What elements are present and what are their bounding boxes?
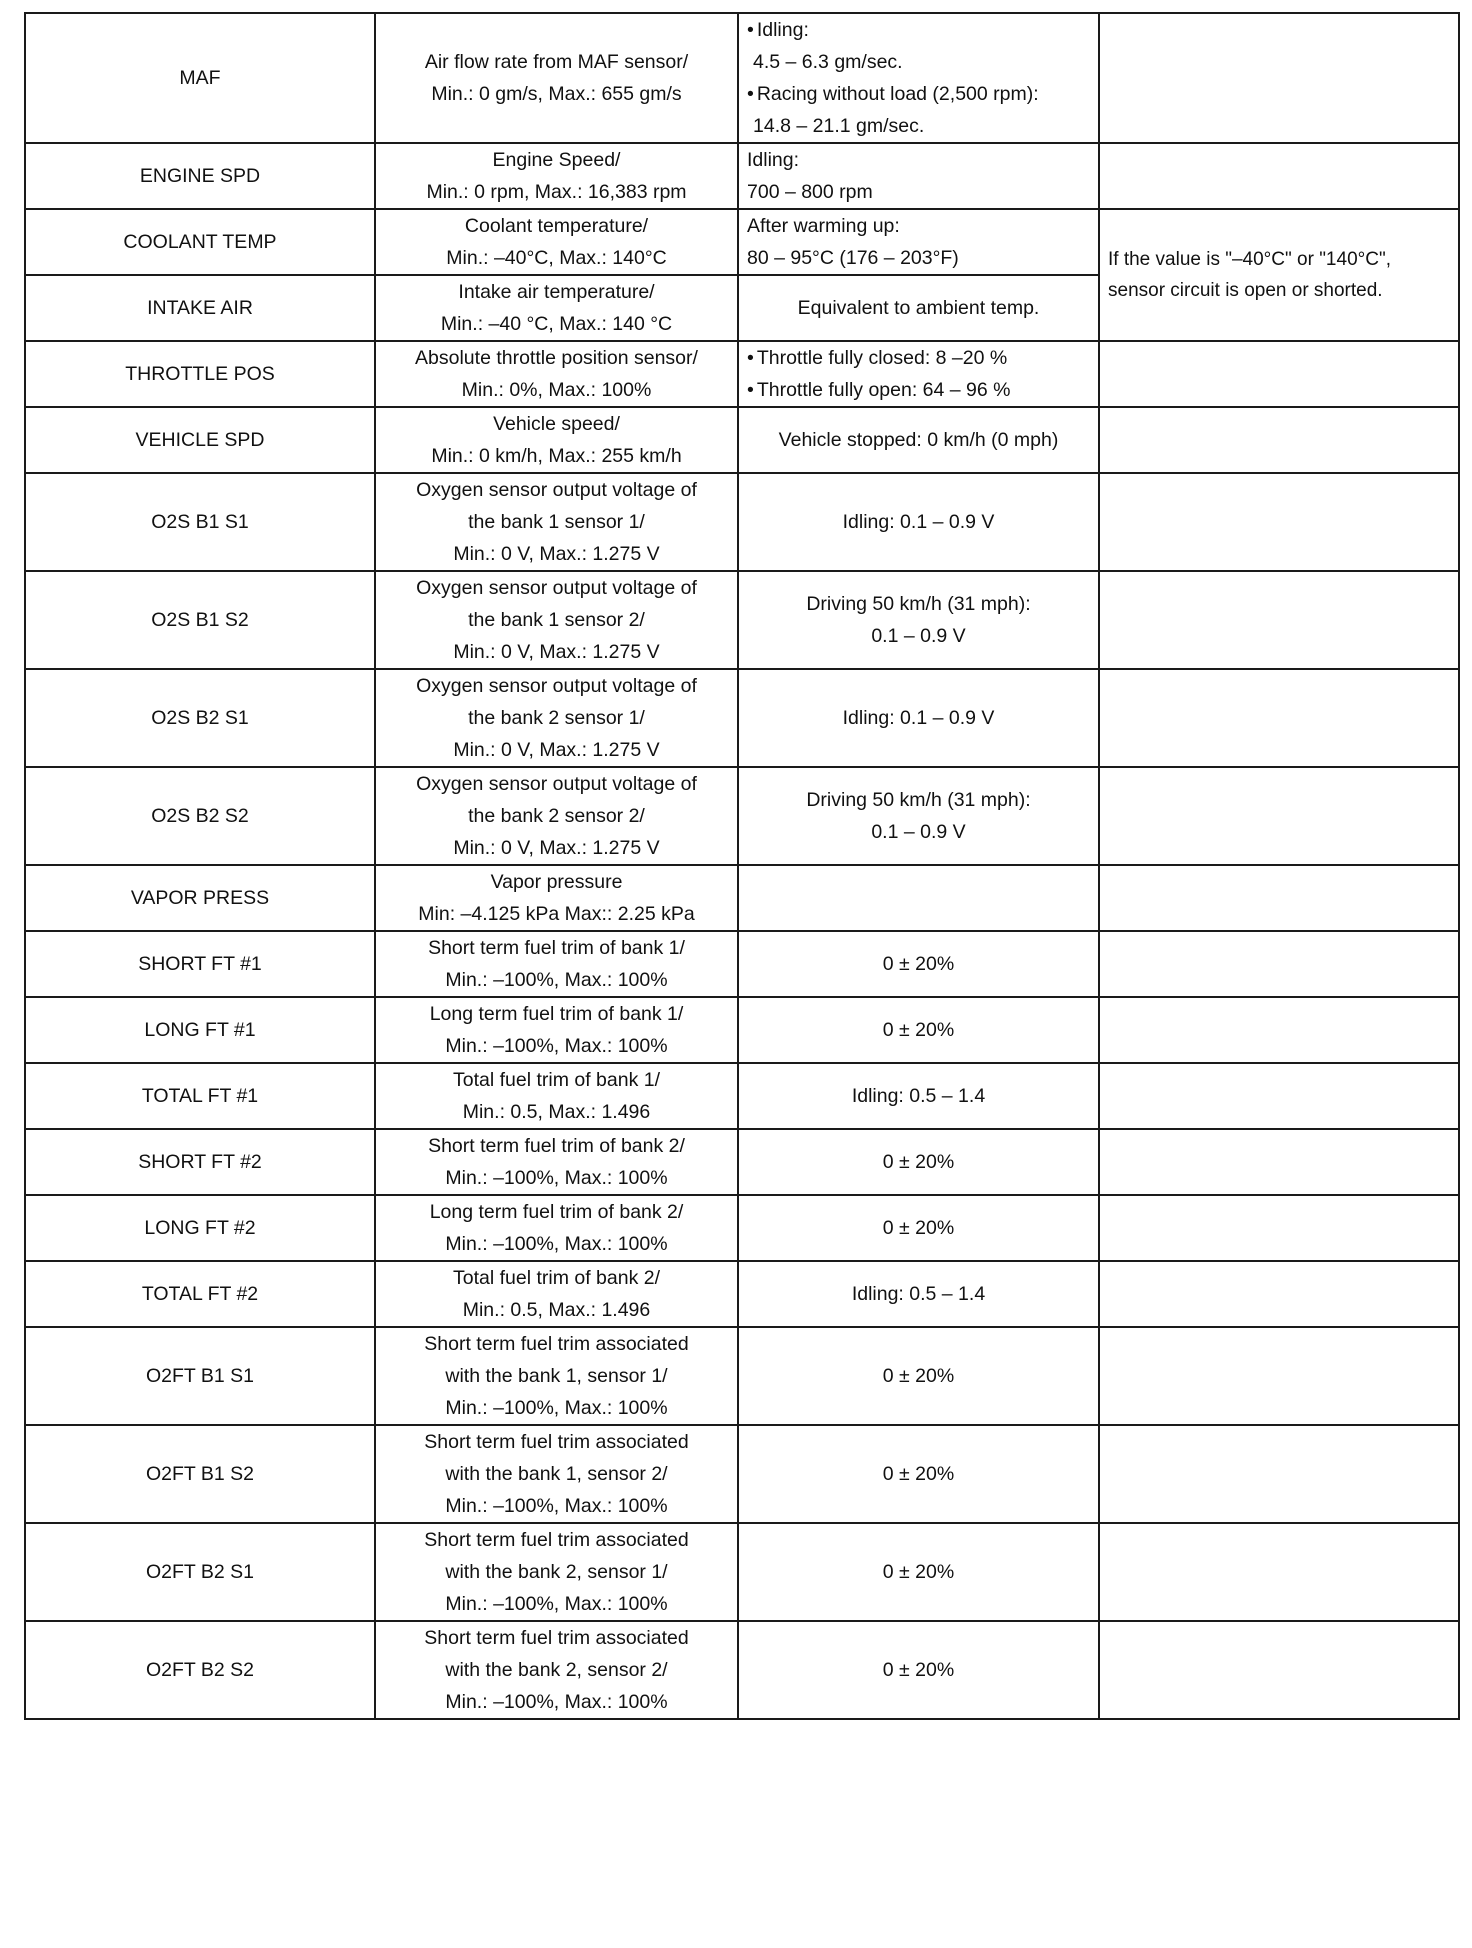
text-line: Vehicle stopped: 0 km/h (0 mph) xyxy=(778,429,1059,451)
text-line: Engine Speed/ xyxy=(492,149,621,171)
text-line: Short term fuel trim associated xyxy=(424,1529,689,1551)
text-line: Vapor pressure xyxy=(490,871,623,893)
table-row xyxy=(25,473,1459,571)
reference-value xyxy=(738,1261,1099,1327)
text-line: Min.: –100%, Max.: 100% xyxy=(445,1397,668,1419)
monitor-item-description xyxy=(375,143,738,209)
text-line: 80 – 95°C (176 – 203°F) xyxy=(747,247,959,269)
monitor-item-description xyxy=(375,1621,738,1719)
text-line: Short term fuel trim of bank 2/ xyxy=(428,1135,685,1157)
monitor-item-name: TOTAL FT #2 xyxy=(25,1261,375,1327)
note-cell xyxy=(1099,1327,1459,1425)
monitor-item-name: SHORT FT #1 xyxy=(25,931,375,997)
monitor-item-description xyxy=(375,275,738,341)
monitor-item-name: VEHICLE SPD xyxy=(25,407,375,473)
reference-value xyxy=(738,209,1099,275)
text-line: Air flow rate from MAF sensor/ xyxy=(424,51,689,73)
monitor-item-description xyxy=(375,209,738,275)
text-line: Short term fuel trim associated xyxy=(424,1333,689,1355)
text-line: sensor circuit is open or shorted. xyxy=(1108,280,1383,301)
reference-value xyxy=(738,997,1099,1063)
monitor-item-description xyxy=(375,767,738,865)
text-line: Min.: 0 V, Max.: 1.275 V xyxy=(453,543,660,565)
text-line: Coolant temperature/ xyxy=(464,215,649,237)
monitor-item-name: ENGINE SPD xyxy=(25,143,375,209)
text-line: Intake air temperature/ xyxy=(458,281,655,303)
text-line: Min.: –100%, Max.: 100% xyxy=(445,1495,668,1517)
text-line: Short term fuel trim associated xyxy=(424,1431,689,1453)
table-row xyxy=(25,1261,1459,1327)
table-row xyxy=(25,997,1459,1063)
note-cell xyxy=(1099,1261,1459,1327)
table-row xyxy=(25,1063,1459,1129)
note-cell xyxy=(1099,1195,1459,1261)
note-cell xyxy=(1099,931,1459,997)
reference-value xyxy=(738,13,1099,143)
sensor-data-sheet xyxy=(24,12,1458,1720)
text-line: Min.: 0 V, Max.: 1.275 V xyxy=(453,739,660,761)
note-cell xyxy=(1099,865,1459,931)
text-line: Min.: 0.5, Max.: 1.496 xyxy=(462,1101,651,1123)
monitor-item-name: VAPOR PRESS xyxy=(25,865,375,931)
monitor-item-description xyxy=(375,669,738,767)
text-line: 0 ± 20% xyxy=(882,1365,955,1387)
text-line: Oxygen sensor output voltage of xyxy=(416,479,697,501)
text-line: Min.: 0 V, Max.: 1.275 V xyxy=(453,641,660,663)
monitor-item-description xyxy=(375,1425,738,1523)
text-line: Oxygen sensor output voltage of xyxy=(416,773,697,795)
text-line: Total fuel trim of bank 1/ xyxy=(452,1069,661,1091)
text-line: Min.: 0 gm/s, Max.: 655 gm/s xyxy=(431,83,682,105)
monitor-item-name: O2S B2 S2 xyxy=(25,767,375,865)
text-line: • Throttle fully closed: 8 –20 % xyxy=(747,342,1090,374)
text-line: Driving 50 km/h (31 mph): xyxy=(806,593,1031,615)
reference-value xyxy=(738,143,1099,209)
text-line: Min.: 0%, Max.: 100% xyxy=(461,379,652,401)
table-row xyxy=(25,1195,1459,1261)
text-line: Vehicle speed/ xyxy=(493,413,620,435)
monitor-item-name: O2FT B2 S2 xyxy=(25,1621,375,1719)
text-line: Min.: –100%, Max.: 100% xyxy=(445,1233,668,1255)
text-line: 700 – 800 rpm xyxy=(747,181,873,203)
reference-value xyxy=(738,1621,1099,1719)
monitor-item-name: LONG FT #2 xyxy=(25,1195,375,1261)
table-row xyxy=(25,1425,1459,1523)
table-row xyxy=(25,143,1459,209)
text-line: • Throttle fully open: 64 – 96 % xyxy=(747,374,1090,406)
reference-value xyxy=(738,1425,1099,1523)
table-row xyxy=(25,767,1459,865)
text-line: • Racing without load (2,500 rpm): xyxy=(747,78,1090,110)
text-line: Oxygen sensor output voltage of xyxy=(416,577,697,599)
table-row xyxy=(25,1621,1459,1719)
text-line: 0 ± 20% xyxy=(882,1019,955,1041)
text-line: • Idling: xyxy=(747,14,1090,46)
table-row xyxy=(25,1327,1459,1425)
monitor-item-description xyxy=(375,571,738,669)
table-row xyxy=(25,669,1459,767)
monitor-item-name: O2S B2 S1 xyxy=(25,669,375,767)
table-row xyxy=(25,1523,1459,1621)
text-line: Min.: –100%, Max.: 100% xyxy=(445,969,668,991)
text-line: Min.: 0 km/h, Max.: 255 km/h xyxy=(431,445,682,467)
text-line: 0 ± 20% xyxy=(882,1217,955,1239)
text-line: Long term fuel trim of bank 1/ xyxy=(429,1003,684,1025)
monitor-item-description xyxy=(375,13,738,143)
reference-value xyxy=(738,407,1099,473)
note-cell xyxy=(1099,1129,1459,1195)
note-cell xyxy=(1099,767,1459,865)
text-line: Min.: –100%, Max.: 100% xyxy=(445,1167,668,1189)
monitor-item-name: MAF xyxy=(25,13,375,143)
text-line: Min.: –100%, Max.: 100% xyxy=(445,1691,668,1713)
text-line: 0 ± 20% xyxy=(882,1463,955,1485)
monitor-item-description xyxy=(375,931,738,997)
sensor-data-table xyxy=(24,12,1460,1720)
table-row xyxy=(25,341,1459,407)
reference-value xyxy=(738,275,1099,341)
text-line: Min.: –100%, Max.: 100% xyxy=(445,1035,668,1057)
text-line: with the bank 1, sensor 2/ xyxy=(445,1463,668,1485)
note-cell xyxy=(1099,473,1459,571)
monitor-item-description xyxy=(375,341,738,407)
monitor-item-name: SHORT FT #2 xyxy=(25,1129,375,1195)
monitor-item-name: O2FT B1 S1 xyxy=(25,1327,375,1425)
reference-value xyxy=(738,341,1099,407)
reference-value xyxy=(738,1327,1099,1425)
reference-value xyxy=(738,931,1099,997)
note-cell xyxy=(1099,1063,1459,1129)
text-line: Idling: 0.5 – 1.4 xyxy=(851,1283,986,1305)
text-line: the bank 1 sensor 1/ xyxy=(468,511,645,533)
text-line: Long term fuel trim of bank 2/ xyxy=(429,1201,684,1223)
monitor-item-description xyxy=(375,473,738,571)
reference-value xyxy=(738,865,1099,931)
monitor-item-description xyxy=(375,997,738,1063)
note-cell xyxy=(1099,669,1459,767)
note-cell xyxy=(1099,997,1459,1063)
reference-value xyxy=(738,767,1099,865)
text-line: with the bank 1, sensor 1/ xyxy=(445,1365,668,1387)
text-line: Idling: 0.1 – 0.9 V xyxy=(842,511,995,533)
monitor-item-name: TOTAL FT #1 xyxy=(25,1063,375,1129)
table-row xyxy=(25,1129,1459,1195)
text-line: 0 ± 20% xyxy=(882,1659,955,1681)
reference-value xyxy=(738,1063,1099,1129)
monitor-item-name: O2FT B2 S1 xyxy=(25,1523,375,1621)
sensor-data-table-body xyxy=(25,13,1459,1719)
monitor-item-description xyxy=(375,1063,738,1129)
monitor-item-name: COOLANT TEMP xyxy=(25,209,375,275)
note-cell xyxy=(1099,341,1459,407)
text-line: Oxygen sensor output voltage of xyxy=(416,675,697,697)
note-cell xyxy=(1099,1621,1459,1719)
monitor-item-description xyxy=(375,407,738,473)
monitor-item-name: O2FT B1 S2 xyxy=(25,1425,375,1523)
table-row xyxy=(25,407,1459,473)
text-line: 0 ± 20% xyxy=(882,1151,955,1173)
reference-value xyxy=(738,1195,1099,1261)
monitor-item-description xyxy=(375,1523,738,1621)
monitor-item-description xyxy=(375,1327,738,1425)
reference-value xyxy=(738,473,1099,571)
text-line: Short term fuel trim of bank 1/ xyxy=(428,937,685,959)
text-line: After warming up: xyxy=(747,215,900,237)
table-row xyxy=(25,13,1459,143)
monitor-item-description xyxy=(375,1261,738,1327)
text-line: the bank 2 sensor 2/ xyxy=(468,805,645,827)
monitor-item-name: O2S B1 S2 xyxy=(25,571,375,669)
text-line: Idling: xyxy=(747,149,800,171)
text-line: Idling: 0.5 – 1.4 xyxy=(851,1085,986,1107)
text-line: Absolute throttle position sensor/ xyxy=(415,347,698,369)
text-line: with the bank 2, sensor 2/ xyxy=(445,1659,668,1681)
monitor-item-name: INTAKE AIR xyxy=(25,275,375,341)
note-cell xyxy=(1099,1523,1459,1621)
monitor-item-description xyxy=(375,1195,738,1261)
monitor-item-description xyxy=(375,865,738,931)
note-cell xyxy=(1099,143,1459,209)
text-line: 0 ± 20% xyxy=(882,953,955,975)
note-cell xyxy=(1099,1425,1459,1523)
note-cell xyxy=(1099,571,1459,669)
text-line: Short term fuel trim associated xyxy=(424,1627,689,1649)
reference-value xyxy=(738,1129,1099,1195)
monitor-item-description xyxy=(375,1129,738,1195)
text-line: 0 ± 20% xyxy=(882,1561,955,1583)
monitor-item-name: LONG FT #1 xyxy=(25,997,375,1063)
text-line: Driving 50 km/h (31 mph): xyxy=(806,789,1031,811)
monitor-item-name: O2S B1 S1 xyxy=(25,473,375,571)
monitor-item-name: THROTTLE POS xyxy=(25,341,375,407)
text-line: Equivalent to ambient temp. xyxy=(797,297,1040,319)
text-line: Min: –4.125 kPa Max:: 2.25 kPa xyxy=(418,903,695,925)
text-line: Min.: 0 rpm, Max.: 16,383 rpm xyxy=(426,181,687,203)
table-row xyxy=(25,865,1459,931)
text-line: the bank 2 sensor 1/ xyxy=(468,707,645,729)
reference-value xyxy=(738,571,1099,669)
text-line: 0.1 – 0.9 V xyxy=(871,821,966,843)
text-line: 0.1 – 0.9 V xyxy=(871,625,966,647)
table-row xyxy=(25,209,1459,275)
text-line: Min.: –100%, Max.: 100% xyxy=(445,1593,668,1615)
text-line: If the value is "–40°C" or "140°C", xyxy=(1108,249,1391,270)
table-row xyxy=(25,571,1459,669)
text-line: the bank 1 sensor 2/ xyxy=(468,609,645,631)
text-line: Idling: 0.1 – 0.9 V xyxy=(842,707,995,729)
note-cell xyxy=(1099,407,1459,473)
text-line: with the bank 2, sensor 1/ xyxy=(445,1561,668,1583)
text-line: Min.: 0 V, Max.: 1.275 V xyxy=(453,837,660,859)
shared-note xyxy=(1099,209,1459,341)
text-line: Min.: 0.5, Max.: 1.496 xyxy=(462,1299,651,1321)
text-line: Min.: –40°C, Max.: 140°C xyxy=(446,247,667,269)
reference-value xyxy=(738,669,1099,767)
text-line: Min.: –40 °C, Max.: 140 °C xyxy=(440,313,673,335)
text-line: 4.5 – 6.3 gm/sec. xyxy=(753,51,903,73)
text-line: 14.8 – 21.1 gm/sec. xyxy=(753,115,925,137)
table-row xyxy=(25,931,1459,997)
reference-value xyxy=(738,1523,1099,1621)
text-line: Total fuel trim of bank 2/ xyxy=(452,1267,661,1289)
note-cell xyxy=(1099,13,1459,143)
